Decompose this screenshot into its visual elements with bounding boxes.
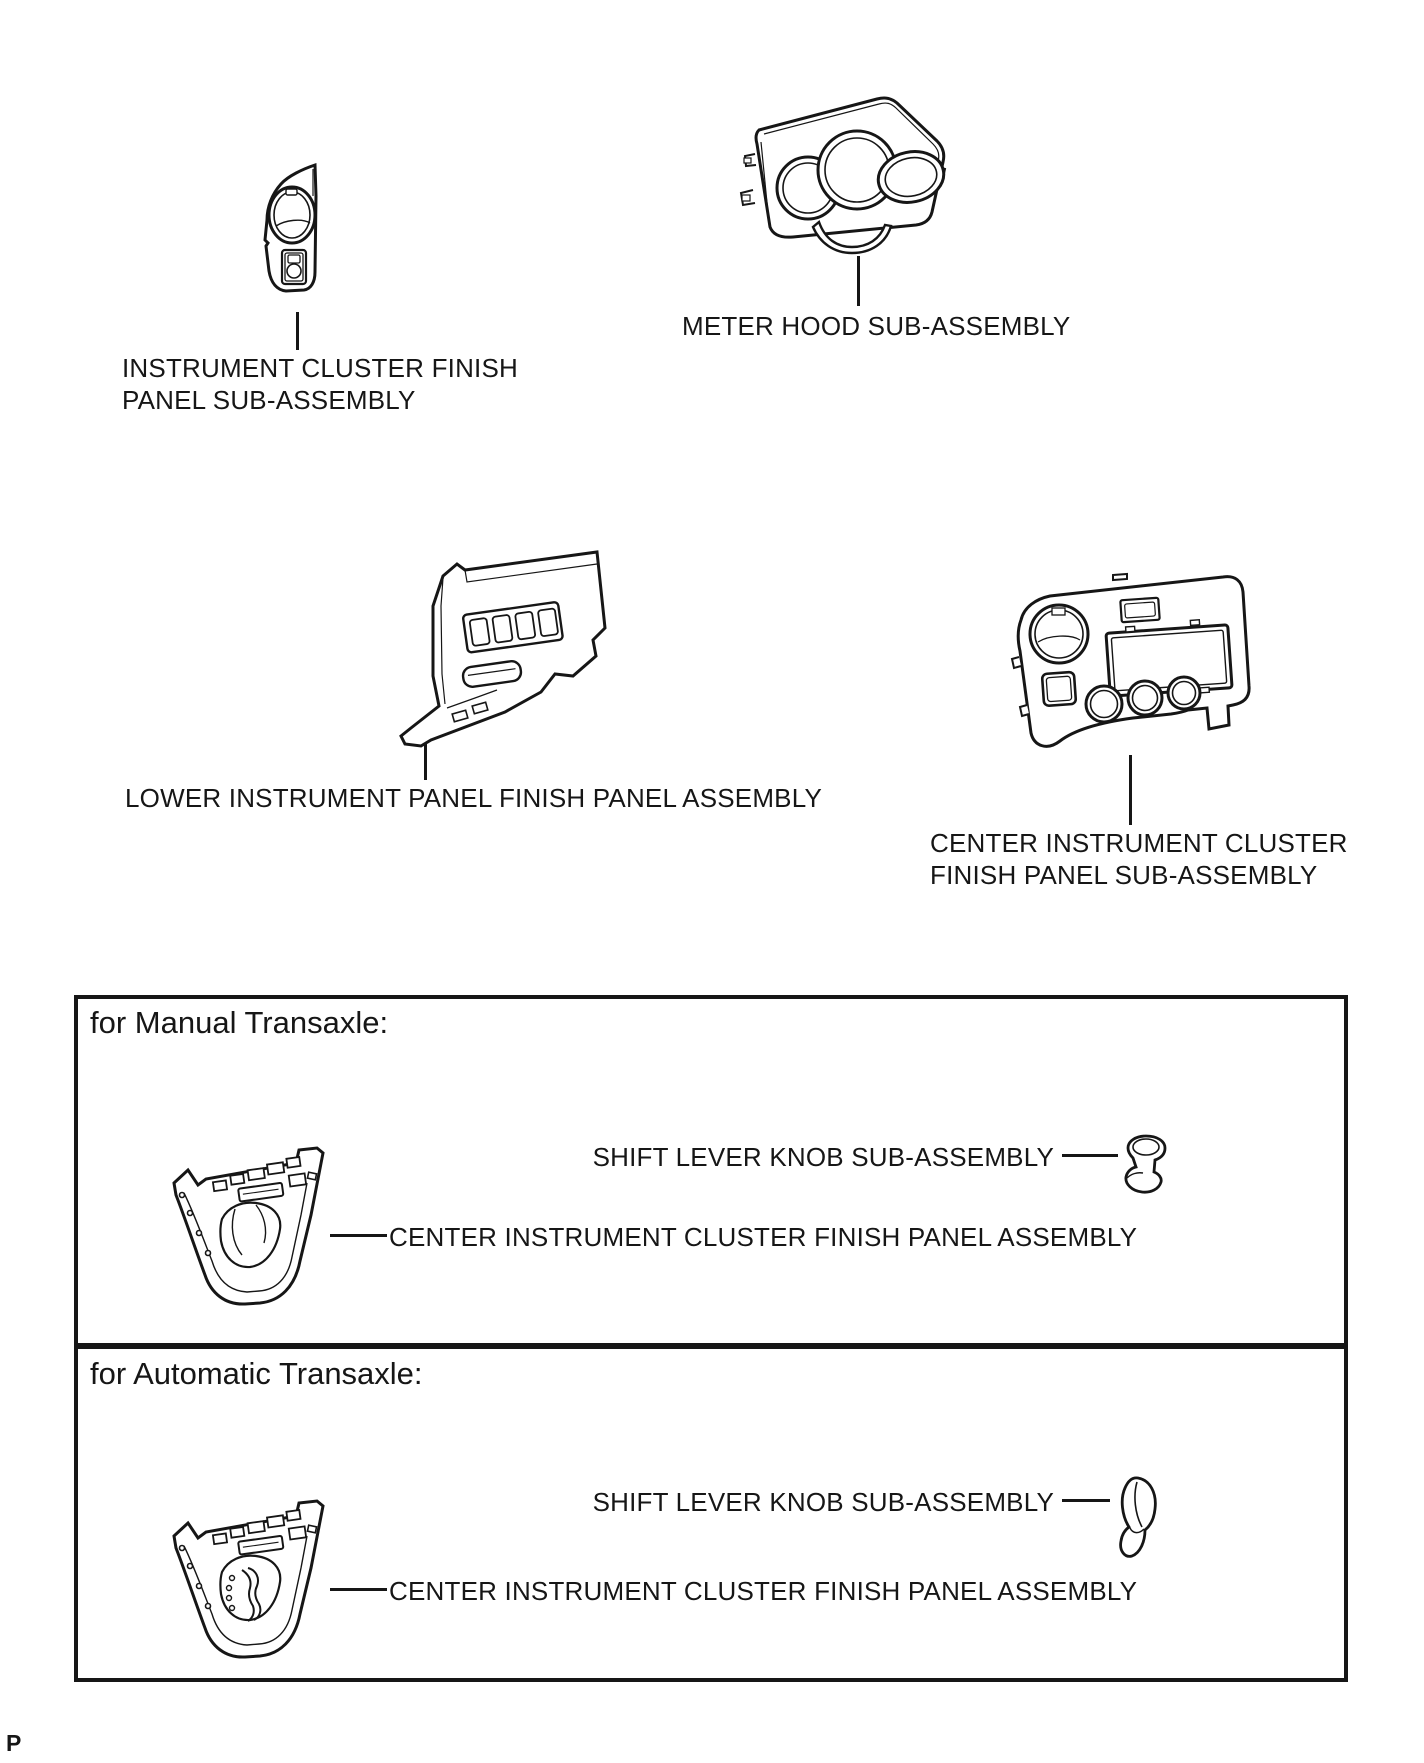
label-meter-hood: METER HOOD SUB-ASSEMBLY (682, 311, 1071, 341)
label-lower-instrument-panel: LOWER INSTRUMENT PANEL FINISH PANEL ASSEMBLY (125, 783, 822, 813)
automatic-shift-lever-knob-drawing (1112, 1476, 1158, 1560)
center-instrument-cluster-panel-drawing (983, 565, 1251, 757)
label-instrument-cluster-finish-panel: INSTRUMENT CLUSTER FINISH PANEL SUB-ASSEMBLY (122, 353, 518, 415)
manual-shift-knob-label: SHIFT LEVER KNOB SUB-ASSEMBLY (592, 1142, 1054, 1172)
label-center-instrument-cluster: CENTER INSTRUMENT CLUSTER FINISH PANEL SUB-ASSEMBLY (930, 828, 1348, 890)
automatic-transaxle-title: for Automatic Transaxle: (90, 1356, 423, 1391)
leader-line-automatic-shift-knob (1062, 1499, 1110, 1502)
leader-line-manual-console (330, 1234, 387, 1237)
leader-line-center-cluster (1129, 755, 1132, 825)
meter-hood-drawing (733, 90, 966, 266)
page-footer-letter: P (6, 1730, 22, 1756)
leader-line-manual-shift-knob (1062, 1154, 1118, 1157)
manual-transaxle-title: for Manual Transaxle: (90, 1005, 389, 1040)
lower-instrument-panel-drawing (345, 548, 610, 748)
manual-shift-lever-knob-drawing (1120, 1134, 1170, 1198)
leader-line-meter-hood (857, 256, 860, 306)
automatic-console-label: CENTER INSTRUMENT CLUSTER FINISH PANEL ASSEMBLY (389, 1576, 1138, 1606)
automatic-center-cluster-console-drawing (160, 1496, 345, 1668)
manual-center-cluster-console-drawing (160, 1143, 345, 1315)
manual-console-label: CENTER INSTRUMENT CLUSTER FINISH PANEL ASSEMBLY (389, 1222, 1138, 1252)
automatic-shift-knob-label: SHIFT LEVER KNOB SUB-ASSEMBLY (592, 1487, 1054, 1517)
leader-line-lower-instrument-panel (424, 744, 427, 780)
instrument-cluster-finish-panel-drawing (255, 162, 340, 310)
leader-line-automatic-console (330, 1588, 387, 1591)
leader-line-instrument-cluster (296, 312, 299, 350)
